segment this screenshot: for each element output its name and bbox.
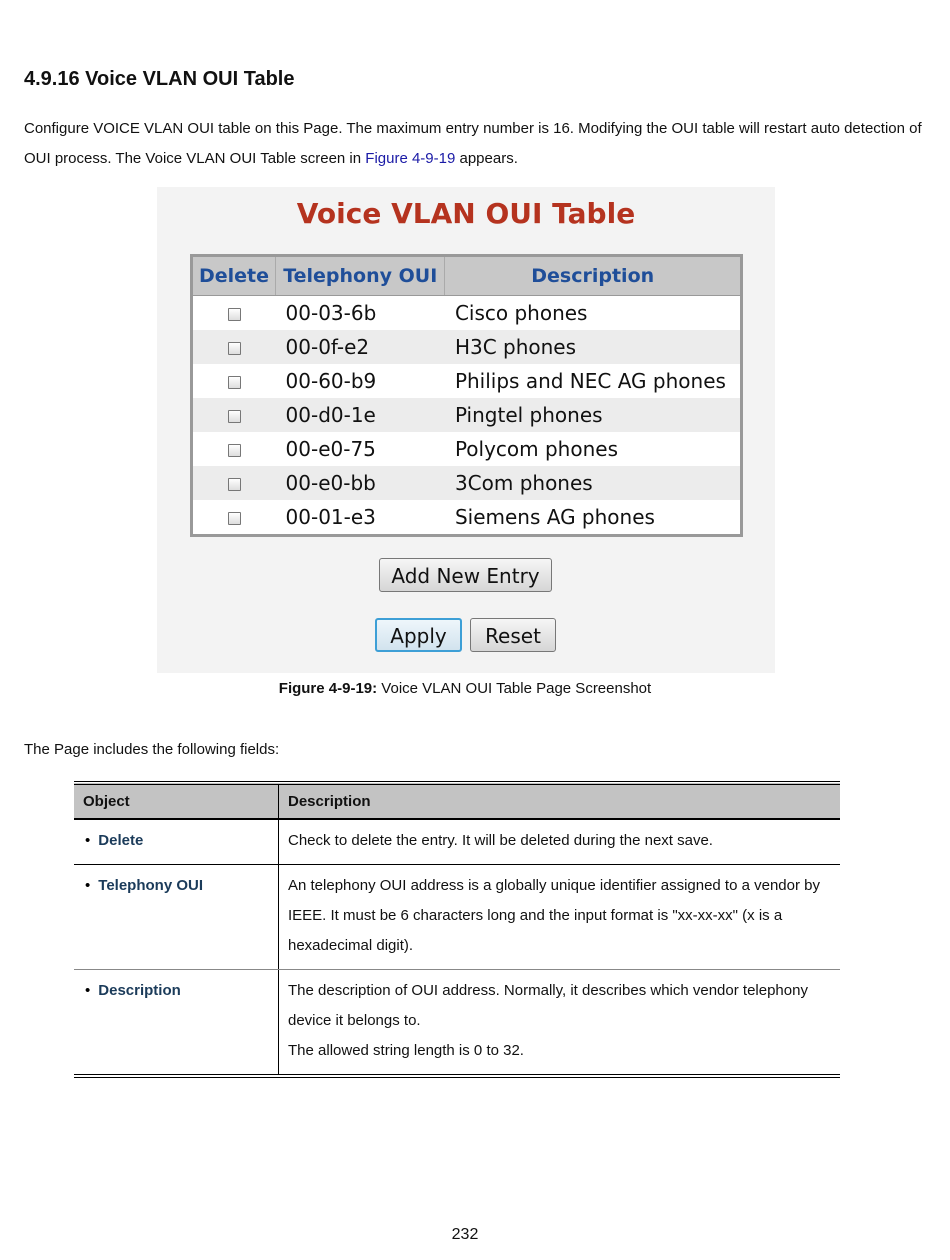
object-name: Delete bbox=[98, 832, 144, 849]
table-row bbox=[192, 330, 742, 364]
table-row bbox=[74, 819, 840, 865]
column-header-object: Object bbox=[74, 783, 279, 819]
page-number: 232 bbox=[451, 1226, 479, 1243]
description-cell: Cisco phones bbox=[454, 301, 588, 325]
figure-caption bbox=[0, 680, 930, 697]
column-header-telephony-oui: Telephony OUI bbox=[276, 256, 445, 296]
object-description: An telephony OUI address is a globally unique identifier assigned to a vendor by IEEE. It must be 6 characters long and the input format is "xx-xx-xx" (x is a hexadecimal digit). bbox=[279, 865, 841, 970]
intro-paragraph bbox=[24, 114, 924, 174]
object-name: Description bbox=[98, 982, 181, 999]
table-row bbox=[192, 364, 742, 398]
table-row bbox=[192, 500, 742, 536]
caption-label: Figure 4-9-19: bbox=[278, 680, 378, 697]
column-header-description: Description bbox=[445, 256, 742, 296]
table-row bbox=[192, 432, 742, 466]
column-header-description: Description bbox=[279, 783, 841, 819]
oui-cell: 00-e0-75 bbox=[285, 437, 376, 461]
delete-checkbox[interactable] bbox=[228, 308, 241, 321]
intro-text: Configure VOICE VLAN OUI table on this Page. The maximum entry number is 16. Modifying the OUI table will restart auto detection of OUI process. The Voice VLAN OUI Table screen in bbox=[24, 120, 922, 167]
oui-cell: 00-e0-bb bbox=[276, 466, 445, 500]
bullet-icon: • bbox=[85, 832, 91, 849]
delete-checkbox[interactable] bbox=[228, 512, 241, 525]
screenshot-panel bbox=[157, 187, 775, 673]
intro-text-end: appears. bbox=[455, 150, 518, 167]
table-row bbox=[192, 466, 742, 500]
description-line: The allowed string length is 0 to 32. bbox=[288, 1042, 524, 1059]
oui-cell: 00-d0-1e bbox=[276, 398, 445, 432]
add-new-entry-button[interactable]: Add New Entry bbox=[379, 558, 552, 592]
description-cell: Philips and NEC AG phones bbox=[454, 369, 726, 393]
apply-button[interactable]: Apply bbox=[375, 618, 462, 652]
bullet-icon: • bbox=[85, 982, 91, 999]
object-name: Telephony OUI bbox=[98, 877, 203, 894]
caption-text: Voice VLAN OUI Table Page Screenshot bbox=[377, 680, 652, 697]
panel-title: Voice VLAN OUI Table bbox=[296, 197, 636, 230]
oui-cell: 00-0f-e2 bbox=[276, 330, 445, 364]
reset-button[interactable]: Reset bbox=[470, 618, 556, 652]
object-description: Check to delete the entry. It will be deleted during the next save. bbox=[279, 819, 841, 865]
description-line: The description of OUI address. Normally, it describes which vendor telephony device it belongs to. bbox=[288, 982, 808, 1029]
description-cell: 3Com phones bbox=[445, 466, 742, 500]
description-cell: H3C phones bbox=[445, 330, 742, 364]
delete-checkbox[interactable] bbox=[228, 376, 241, 389]
oui-cell: 00-60-b9 bbox=[285, 369, 377, 393]
description-cell: Pingtel phones bbox=[445, 398, 742, 432]
description-cell: Siemens AG phones bbox=[454, 505, 655, 529]
delete-checkbox[interactable] bbox=[228, 342, 241, 355]
bullet-icon: • bbox=[85, 877, 91, 894]
delete-checkbox[interactable] bbox=[228, 410, 241, 423]
section-heading: 4.9.16 Voice VLAN OUI Table bbox=[24, 68, 295, 90]
oui-cell: 00-03-6b bbox=[285, 301, 377, 325]
description-cell: Polycom phones bbox=[454, 437, 618, 461]
table-row bbox=[74, 970, 840, 1077]
fields-intro: The Page includes the following fields: bbox=[24, 741, 280, 758]
table-row bbox=[192, 398, 742, 432]
column-header-delete: Delete bbox=[192, 256, 276, 296]
figure-link[interactable]: Figure 4-9-19 bbox=[365, 150, 456, 167]
delete-checkbox[interactable] bbox=[228, 444, 241, 457]
delete-checkbox[interactable] bbox=[228, 478, 241, 491]
table-row bbox=[74, 865, 840, 970]
fields-table bbox=[74, 781, 840, 1078]
oui-table bbox=[190, 254, 743, 537]
oui-cell: 00-01-e3 bbox=[285, 505, 376, 529]
object-description bbox=[279, 970, 841, 1077]
table-row bbox=[192, 296, 742, 331]
